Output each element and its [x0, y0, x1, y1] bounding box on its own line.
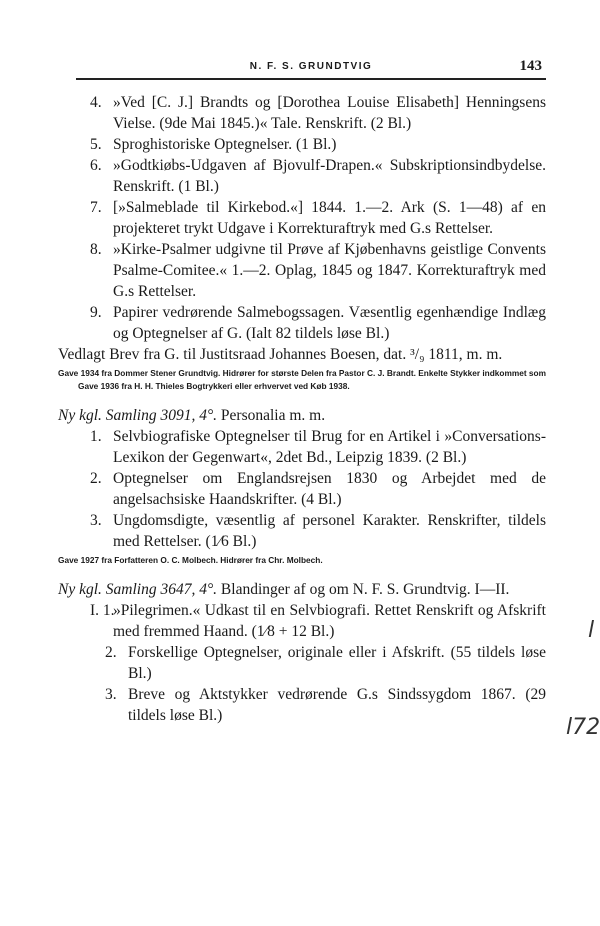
- vedlagt-line: Vedlagt Brev fra G. til Justitsraad Johannes Boesen, dat. ³/₉ 1811, m. m.: [58, 346, 503, 363]
- collection-title: Ny kgl. Samling 3091, 4°.: [58, 407, 218, 424]
- list-item: [48, 600, 546, 642]
- list-item: [48, 155, 546, 197]
- item-number: 5.: [90, 136, 102, 153]
- page-header: [76, 58, 546, 76]
- item-number: 4.: [90, 94, 102, 111]
- item-text: Selvbiografiske Optegnelser til Brug for en Artikel i »Conversations-Lexikon der Gegenwart«, 2det Bd., Leipzig 1839. (2 Bl.): [113, 428, 546, 466]
- item-text: Sproghistoriske Optegnelser. (1 Bl.): [113, 136, 337, 153]
- item-text: Breve og Aktstykker vedrørende G.s Sindssygdom 1867. (29 tildels løse Bl.): [128, 686, 546, 724]
- collection-title: Ny kgl. Samling 3647, 4°.: [58, 581, 218, 598]
- item-list-c: [48, 600, 546, 726]
- list-item: [48, 468, 546, 510]
- provenance-note-a: Gave 1934 fra Dommer Stener Grundtvig. Hidrører for største Delen fra Pastor C. J. Brandt. Enkelte Stykker indkommet som Gave 1936 fra H. H. Thieles Bogtrykkeri eller erhvervet ved Køb 1938.: [58, 368, 546, 391]
- item-number: I. 1.: [90, 602, 115, 619]
- item-text: Ungdomsdigte, væsentlig af personel Karakter. Renskrifter, tildels med Rettelser. (1⁄6 Bl.): [113, 512, 546, 550]
- list-item: [48, 197, 546, 239]
- margin-annotation: l72: [566, 715, 600, 740]
- item-number: 2.: [105, 644, 117, 661]
- item-number: 8.: [90, 241, 102, 258]
- item-number: 1.: [90, 428, 102, 445]
- item-list-a: [48, 92, 546, 344]
- item-text: Papirer vedrørende Salmebogssagen. Væsentlig egenhændige Indlæg og Optegnelser af G. (Ialt 82 tildels løse Bl.): [113, 304, 546, 342]
- collection-heading-b: [48, 405, 546, 426]
- running-title: N. F. S. GRUNDTVIG: [249, 61, 373, 72]
- item-text: »Kirke-Psalmer udgivne til Prøve af Kjøbenhavns geistlige Convents Psalme-Comitee.« 1.—2. Oplag, 1845 og 1847. Korrekturaftryk med G.s Rettelser.: [113, 241, 546, 300]
- item-text: »Godtkiøbs-Udgaven af Bjovulf-Drapen.« Subskriptionsindbydelse. Renskrift. (1 Bl.): [113, 157, 546, 195]
- list-item: [48, 684, 546, 726]
- item-text: Forskellige Optegnelser, originale eller i Afskrift. (55 tildels løse Bl.): [128, 644, 546, 682]
- page-body: [48, 92, 546, 726]
- collection-subtitle: Personalia m. m.: [220, 407, 326, 424]
- page-number: 143: [519, 58, 542, 74]
- list-item: [48, 239, 546, 302]
- item-number: 9.: [90, 304, 102, 321]
- collection-heading-c: [48, 579, 546, 600]
- list-item: [48, 92, 546, 134]
- list-item: [48, 426, 546, 468]
- item-number: 7.: [90, 199, 102, 216]
- item-text: »Ved [C. J.] Brandts og [Dorothea Louise Elisabeth] Henningsens Vielse. (9de Mai 1845.)« Tale. Renskrift. (2 Bl.): [113, 94, 546, 132]
- margin-annotation: l: [588, 618, 595, 643]
- provenance-note-b: Gave 1927 fra Forfatteren O. C. Molbech. Hidrører fra Chr. Molbech.: [58, 555, 323, 565]
- item-text: [»Salmeblade til Kirkebod.«] 1844. 1.—2. Ark (S. 1—48) af en projekteret trykt Udgave i Korrekturaftryk med G.s Rettelser.: [113, 199, 546, 237]
- list-item: [48, 642, 546, 684]
- item-number: 3.: [105, 686, 117, 703]
- list-item: [48, 134, 546, 155]
- item-list-b: [48, 426, 546, 552]
- item-text: Optegnelser om Englandsrejsen 1830 og Arbejdet med de angelsachsiske Haandskrifter. (4 Bl.): [113, 470, 546, 508]
- header-rule: [76, 78, 546, 80]
- item-number: 3.: [90, 512, 102, 529]
- list-item: [48, 510, 546, 552]
- item-number: 6.: [90, 157, 102, 174]
- list-item: [48, 302, 546, 344]
- item-text: »Pilegrimen.« Udkast til en Selvbiografi. Rettet Renskrift og Afskrift med fremmed Haand. (1⁄8 + 12 Bl.): [113, 602, 546, 640]
- collection-subtitle: Blandinger af og om N. F. S. Grundtvig. I—II.: [220, 581, 510, 598]
- item-number: 2.: [90, 470, 102, 487]
